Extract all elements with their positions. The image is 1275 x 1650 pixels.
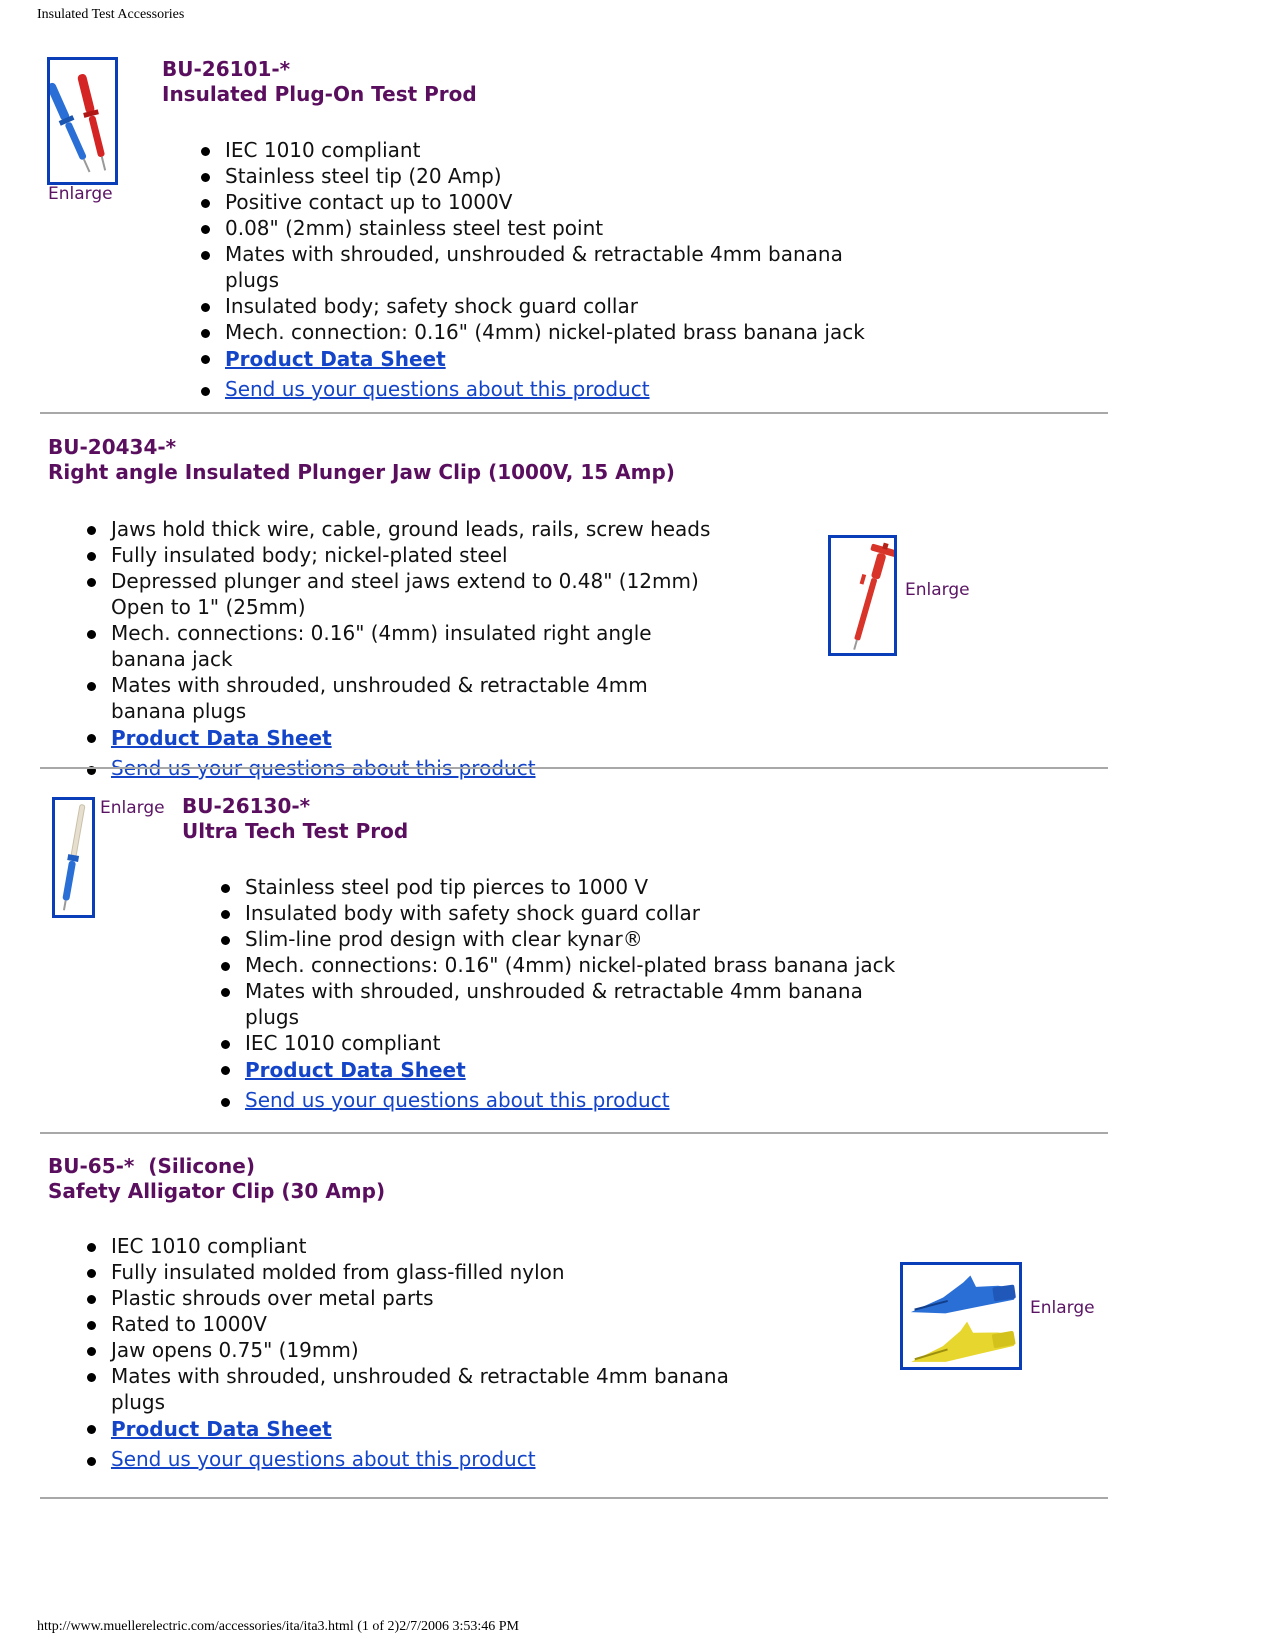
feature-item: Mech. connection: 0.16" (4mm) nickel-plated brass banana jack <box>201 319 901 345</box>
blue-yellow-alligator-clip-image <box>903 1265 1019 1367</box>
product-part-number: BU-26101-* <box>162 57 291 81</box>
list-item <box>87 724 727 752</box>
section-divider <box>40 767 1108 769</box>
feature-item: Mates with shrouded, unshrouded & retractable 4mm banana plugs <box>221 978 921 1030</box>
red-jaw-clip-image <box>831 538 894 653</box>
product-part-number: BU-20434-* <box>48 435 177 459</box>
feature-item: Fully insulated body; nickel-plated steel <box>87 542 727 568</box>
send-questions-link[interactable]: Send us your questions about this product <box>111 1447 536 1471</box>
feature-item: Insulated body with safety shock guard collar <box>221 900 921 926</box>
feature-item: 0.08" (2mm) stainless steel test point <box>201 215 901 241</box>
product-data-sheet-link[interactable]: Product Data Sheet <box>111 726 332 750</box>
feature-item: Jaw opens 0.75" (19mm) <box>87 1337 787 1363</box>
list-item <box>221 1056 921 1084</box>
feature-item: Positive contact up to 1000V <box>201 189 901 215</box>
feature-item: Rated to 1000V <box>87 1311 787 1337</box>
product-data-sheet-link[interactable]: Product Data Sheet <box>111 1417 332 1441</box>
feature-list <box>221 874 921 1116</box>
product-thumbnail-jaw-clip[interactable] <box>828 535 897 656</box>
feature-item: Jaws hold thick wire, cable, ground leads, rails, screw heads <box>87 516 727 542</box>
feature-item: Mech. connections: 0.16" (4mm) nickel-plated brass banana jack <box>221 952 921 978</box>
product-data-sheet-link[interactable]: Product Data Sheet <box>225 347 446 371</box>
blue-ultra-tech-prod-image <box>55 800 92 915</box>
product-thumbnail-alligator-clip[interactable] <box>900 1262 1022 1370</box>
list-item <box>87 1415 787 1443</box>
feature-item: IEC 1010 compliant <box>201 137 901 163</box>
product-part-number: BU-65-* (Silicone) <box>48 1154 255 1178</box>
feature-item: Stainless steel tip (20 Amp) <box>201 163 901 189</box>
enlarge-link[interactable]: Enlarge <box>100 798 165 818</box>
enlarge-link[interactable]: Enlarge <box>48 184 113 204</box>
feature-item: IEC 1010 compliant <box>221 1030 921 1056</box>
send-questions-link[interactable]: Send us your questions about this product <box>111 756 536 780</box>
section-divider <box>40 1132 1108 1134</box>
feature-item: Mates with shrouded, unshrouded & retractable 4mm banana plugs <box>201 241 901 293</box>
product-name: Insulated Plug-On Test Prod <box>162 82 477 106</box>
product-part-number: BU-26130-* <box>182 794 311 818</box>
section-divider <box>40 412 1108 414</box>
list-item <box>201 373 901 405</box>
feature-item: Mates with shrouded, unshrouded & retractable 4mm banana plugs <box>87 1363 787 1415</box>
feature-item: Mech. connections: 0.16" (4mm) insulated right angle banana jack <box>87 620 727 672</box>
feature-list <box>87 516 727 784</box>
feature-item: Fully insulated molded from glass-filled nylon <box>87 1259 787 1285</box>
feature-item: Plastic shrouds over metal parts <box>87 1285 787 1311</box>
page-footer: http://www.muellerelectric.com/accessories/ita/ita3.html (1 of 2)2/7/2006 3:53:46 PM <box>37 1619 519 1634</box>
list-item <box>201 345 901 373</box>
page-header: Insulated Test Accessories <box>37 7 185 22</box>
product-name: Ultra Tech Test Prod <box>182 819 409 843</box>
enlarge-link[interactable]: Enlarge <box>1030 1298 1095 1318</box>
product-thumbnail-ultra-tech-prod[interactable] <box>52 797 95 918</box>
feature-item: Insulated body; safety shock guard collar <box>201 293 901 319</box>
feature-item: Stainless steel pod tip pierces to 1000 V <box>221 874 921 900</box>
red-blue-test-prod-image <box>50 60 115 182</box>
list-item <box>221 1084 921 1116</box>
feature-item: Mates with shrouded, unshrouded & retractable 4mm banana plugs <box>87 672 727 724</box>
feature-item: IEC 1010 compliant <box>87 1233 787 1259</box>
send-questions-link[interactable]: Send us your questions about this product <box>245 1088 670 1112</box>
enlarge-link[interactable]: Enlarge <box>905 580 970 600</box>
feature-list <box>87 1233 787 1475</box>
section-divider <box>40 1497 1108 1499</box>
product-data-sheet-link[interactable]: Product Data Sheet <box>245 1058 466 1082</box>
product-name: Safety Alligator Clip (30 Amp) <box>48 1179 386 1203</box>
product-name: Right angle Insulated Plunger Jaw Clip (1000V, 15 Amp) <box>48 460 675 484</box>
product-thumbnail-test-prod[interactable] <box>47 57 118 185</box>
feature-list <box>201 137 901 405</box>
list-item <box>87 1443 787 1475</box>
feature-item: Depressed plunger and steel jaws extend to 0.48" (12mm) Open to 1" (25mm) <box>87 568 727 620</box>
send-questions-link[interactable]: Send us your questions about this product <box>225 377 650 401</box>
feature-item: Slim-line prod design with clear kynar® <box>221 926 921 952</box>
